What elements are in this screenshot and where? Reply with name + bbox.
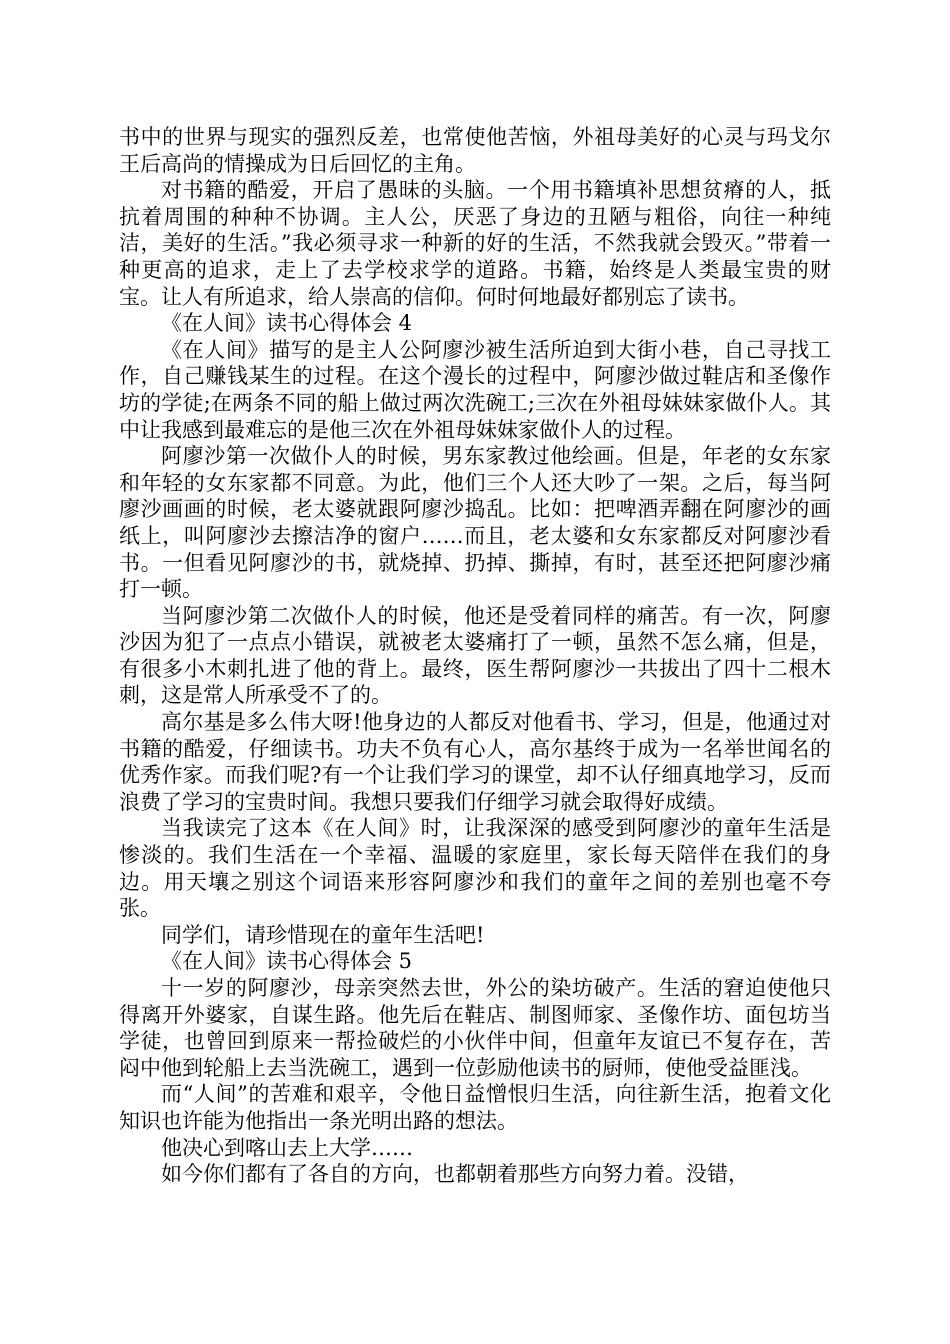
paragraph-4: 阿廖沙第一次做仆人的时候，男东家教过他绘画。但是，年老的女东家和年轻的女东家都不同意。为此，他们三个人还大吵了一架。之后，每当阿廖沙画画的时候，老太婆就跟阿廖沙捣乱。比如：把啤酒弄翻在阿廖沙的画纸上，叫阿廖沙去擦洁净的窗户……而且，老太婆和女东家都反对阿廖沙看书。一但看见阿廖沙的书，就烧掉、扔掉、撕掉，有时，甚至还把阿廖沙痛打一顿。 [119, 444, 831, 602]
paragraph-10: 而“人间”的苦难和艰辛，令他日益憎恨归生活，向往新生活，抱着文化知识也许能为他指出一条光明出路的想法。 [119, 1082, 831, 1133]
paragraph-9: 十一岁的阿廖沙，母亲突然去世，外公的染坊破产。生活的窘迫使他只得离开外婆家，自谋生路。他先后在鞋店、制图师家、圣像作坊、面包坊当学徒，也曾回到原来一帮捡破烂的小伙伴中间，但童年友谊已不复存在，苦闷中他到轮船上去当洗碗工，遇到一位彭励他读书的厨师，使他受益匪浅。 [119, 976, 831, 1080]
paragraph-6: 高尔基是多么伟大呀!他身边的人都反对他看书、学习，但是，他通过对书籍的酷爱，仔细读书。功夫不负有心人，高尔基终于成为一名举世闻名的优秀作家。而我们呢?有一个让我们学习的课堂，却不认仔细真地学习，反而浪费了学习的宝贵时间。我想只要我们仔细学习就会取得好成绩。 [119, 710, 831, 814]
paragraph-1: 书中的世界与现实的强烈反差，也常使他苦恼，外祖母美好的心灵与玛戈尔王后高尚的情操成为日后回忆的主角。 [119, 125, 831, 176]
paragraph-3: 《在人间》描写的是主人公阿廖沙被生活所迫到大街小巷，自己寻找工作，自己赚钱某生的过程。在这个漫长的过程中，阿廖沙做过鞋店和圣像作坊的学徒;在两条不同的船上做过两次洗碗工;三次在外祖母妹妹家做仆人。其中让我感到最难忘的是他三次在外祖母妹妹家做仆人的过程。 [119, 337, 831, 442]
paragraph-5: 当阿廖沙第二次做仆人的时候，他还是受着同样的痛苦。有一次，阿廖沙因为犯了一点点小错误，就被老太婆痛打了一顿，虽然不怎么痛，但是，有很多小木刺扎进了他的背上。最终，医生帮阿廖沙一共拔出了四十二根木刺，这是常人所承受不了的。 [119, 603, 831, 708]
paragraph-12: 如今你们都有了各自的方向，也都朝着那些方向努力着。没错， [161, 1162, 749, 1187]
paragraph-7: 当我读完了这本《在人间》时，让我深深的感受到阿廖沙的童年生活是惨淡的。我们生活在一个幸福、温暖的家庭里，家长每天陪伴在我们的身边。用天壤之别这个词语来形容阿廖沙和我们的童年之间的差别也毫不夸张。 [119, 816, 831, 921]
paragraph-11: 他决心到喀山去上大学…… [161, 1135, 413, 1160]
paragraph-8: 同学们，请珍惜现在的童年生活吧! [161, 922, 485, 947]
section-heading-5: 《在人间》读书心得体会 5 [161, 949, 413, 974]
document-page [119, 124, 831, 1188]
section-heading-4: 《在人间》读书心得体会 4 [161, 311, 413, 336]
paragraph-2: 对书籍的酷爱，开启了愚昧的头脑。一个用书籍填补思想贫瘠的人，抵抗着周围的种种不协调。主人公，厌恶了身边的丑陋与粗俗，向往一种纯洁，美好的生活。”我必须寻求一种新的好的生活，不然我就会毁灭。”带着一种更高的追求，走上了去学校求学的道路。书籍，始终是人类最宝贵的财宝。让人有所追求，给人崇高的信仰。何时何地最好都别忘了读书。 [119, 178, 831, 309]
